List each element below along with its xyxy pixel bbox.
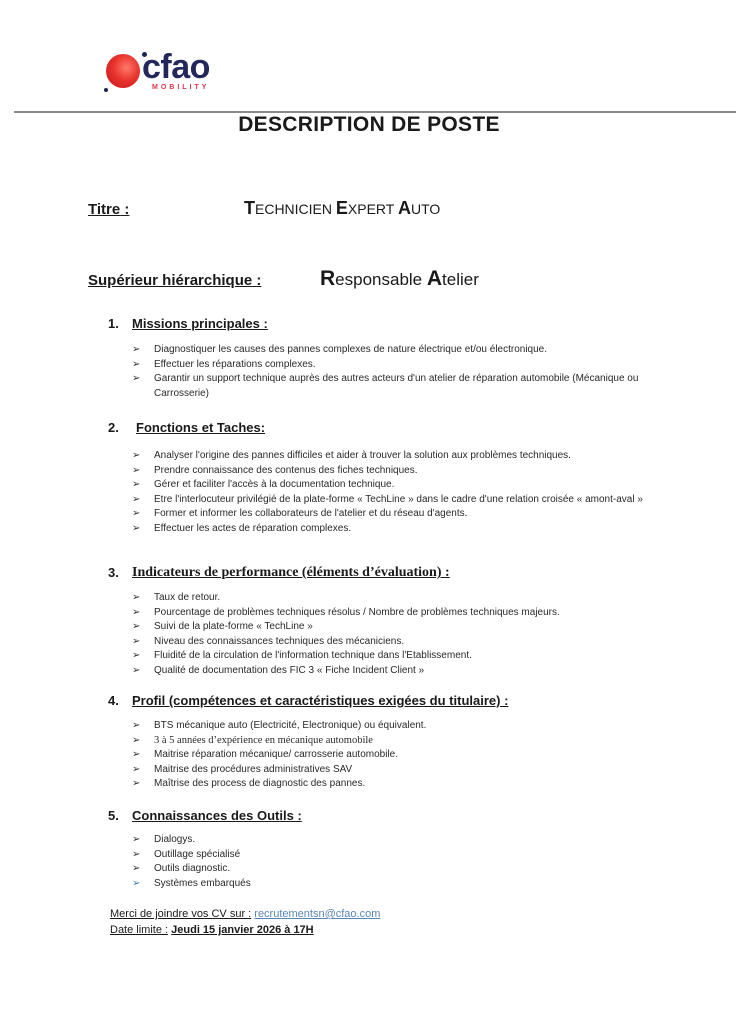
arrow-bullet-icon: ➢	[132, 479, 141, 490]
titre-colon: :	[124, 201, 130, 218]
list-item	[108, 877, 668, 892]
list-item-text: Effectuer les actes de réparation complexes.	[154, 522, 352, 534]
indicateurs-list	[108, 591, 668, 678]
titre-rest: XPERT	[347, 201, 398, 217]
list-item-text: Maîtrise des process de diagnostic des pannes.	[154, 778, 366, 789]
arrow-bullet-icon: ➢	[132, 720, 141, 731]
list-item-text: Fluidité de la circulation de l'information technique dans l'Etablissement.	[154, 650, 472, 661]
list-item	[108, 606, 668, 621]
list-item-text: 3 à 5 années d’expérience en mécanique automobile	[154, 734, 373, 746]
deadline-label: Date limite :	[110, 924, 169, 936]
list-item	[108, 507, 668, 522]
list-item-text: Maitrise des procédures administratives SAV	[154, 763, 353, 775]
list-item	[108, 848, 668, 863]
list-item	[108, 664, 668, 679]
superieur-rest: esponsable	[335, 270, 427, 289]
logo-brand: cfao	[142, 48, 210, 86]
logo-sphere-icon	[106, 54, 140, 88]
logo-tagline: MOBILITY	[152, 84, 210, 91]
cv-line	[110, 906, 380, 922]
section-outils	[108, 808, 668, 891]
list-item-text: Prendre connaissance des contenus des fiches techniques.	[154, 464, 418, 476]
list-item-text: Effectuer les réparations complexes.	[154, 358, 316, 370]
list-item-text: Systèmes embarqués	[154, 877, 251, 889]
section-missions	[108, 316, 668, 401]
arrow-bullet-icon: ➢	[132, 650, 141, 661]
logo-dot-icon	[104, 88, 108, 92]
deadline-value: Jeudi 15 janvier 2026 à 17H	[171, 924, 314, 936]
section-title: Indicateurs de performance (éléments d’évaluation) :	[132, 565, 450, 580]
arrow-bullet-icon: ➢	[132, 493, 141, 505]
document-title: DESCRIPTION DE POSTE	[238, 113, 500, 136]
arrow-bullet-icon: ➢	[132, 592, 141, 603]
list-item	[108, 358, 668, 373]
arrow-bullet-icon: ➢	[132, 373, 141, 384]
list-item-text: Etre l'interlocuteur privilégié de la plate-forme « TechLine » dans le cadre d'une relation croisée « amont-aval »	[154, 493, 643, 505]
arrow-bullet-icon: ➢	[132, 508, 141, 519]
titre-initial: T	[244, 198, 255, 218]
application-footer	[110, 906, 380, 938]
list-item-text: Maitrise réparation mécanique/ carrosserie automobile.	[154, 749, 399, 760]
profil-list	[108, 719, 668, 792]
superieur-colon: :	[256, 272, 262, 289]
list-item	[108, 493, 668, 508]
list-item-text: Outillage spécialisé	[154, 848, 241, 860]
arrow-bullet-icon: ➢	[132, 664, 141, 676]
titre-label-text: Titre	[88, 201, 121, 218]
section-title: Fonctions et Taches:	[136, 420, 266, 435]
arrow-bullet-icon: ➢	[132, 522, 141, 534]
list-item	[108, 649, 668, 664]
titre-value	[244, 198, 440, 219]
list-item-text: Suivi de la plate-forme « TechLine »	[154, 621, 313, 632]
titre-rest: ECHNICIEN	[255, 201, 336, 217]
list-item	[108, 591, 668, 606]
arrow-bullet-icon: ➢	[132, 621, 141, 632]
section-number: 3.	[108, 565, 119, 580]
superieur-label-text: Supérieur hiérarchique	[88, 272, 253, 289]
arrow-bullet-icon: ➢	[132, 749, 141, 760]
list-item-text: Qualité de documentation des FIC 3 « Fiche Incident Client »	[154, 664, 425, 676]
list-item	[108, 719, 668, 734]
outils-list	[108, 833, 668, 891]
list-item	[108, 734, 668, 749]
list-item	[108, 478, 668, 493]
section-profil	[108, 693, 668, 792]
list-item	[108, 833, 668, 848]
list-item	[108, 777, 668, 792]
list-item	[108, 748, 668, 763]
section-title: Missions principales :	[132, 316, 268, 331]
list-item-text: Gérer et faciliter l'accès à la documentation technique.	[154, 479, 395, 490]
list-item-text: Niveau des connaissances techniques des mécaniciens.	[154, 635, 405, 647]
arrow-bullet-icon: ➢	[132, 606, 141, 618]
titre-initial: E	[335, 198, 348, 218]
list-item-text: BTS mécanique auto (Electricité, Electronique) ou équivalent.	[154, 720, 427, 731]
list-item	[108, 635, 668, 650]
superieur-rest: telier	[442, 270, 479, 289]
section-title: Connaissances des Outils :	[132, 808, 302, 823]
list-item	[108, 763, 668, 778]
cfao-mobility-logo	[104, 50, 234, 98]
section-number: 1.	[108, 316, 119, 331]
list-item	[108, 522, 668, 537]
section-indicateurs	[108, 565, 668, 678]
arrow-bullet-icon: ➢	[132, 763, 141, 775]
arrow-bullet-icon: ➢	[132, 778, 141, 789]
list-item	[108, 449, 668, 464]
list-item-text: Garantir un support technique auprès des autres acteurs d'un atelier de réparation automobile (Mécanique ou Carrosserie)	[154, 373, 639, 399]
list-item-text: Analyser l'origine des pannes difficiles et aider à trouver la solution aux problèmes techniques.	[154, 450, 571, 461]
section-fonctions	[108, 420, 668, 536]
list-item-text: Taux de retour.	[154, 592, 221, 603]
arrow-bullet-icon: ➢	[132, 464, 141, 476]
section-number: 5.	[108, 808, 119, 823]
superieur-value	[320, 267, 479, 291]
list-item-text: Former et informer les collaborateurs de l'atelier et du réseau d'agents.	[154, 508, 468, 519]
titre-rest: UTO	[410, 201, 441, 217]
list-item-text: Pourcentage de problèmes techniques résolus / Nombre de problèmes techniques majeurs.	[154, 606, 560, 618]
superieur-initial: A	[426, 267, 443, 290]
list-item	[108, 372, 668, 401]
titre-label	[88, 201, 129, 218]
list-item-text: Outils diagnostic.	[154, 863, 231, 874]
arrow-bullet-icon: ➢	[132, 877, 141, 889]
arrow-bullet-icon: ➢	[132, 734, 141, 746]
cv-label: Merci de joindre vos CV sur :	[110, 908, 252, 920]
list-item-text: Dialogys.	[154, 834, 196, 845]
list-item	[108, 862, 668, 877]
list-item	[108, 343, 668, 358]
missions-list	[108, 343, 668, 401]
arrow-bullet-icon: ➢	[132, 344, 141, 355]
email-link[interactable]: recrutementsn@cfao.com	[254, 908, 381, 920]
list-item-text: Diagnostiquer les causes des pannes complexes de nature électrique et/ou électronique.	[154, 344, 548, 355]
section-title: Profil (compétences et caractéristiques exigées du titulaire) :	[132, 693, 509, 708]
titre-initial: A	[397, 198, 411, 218]
arrow-bullet-icon: ➢	[132, 834, 141, 845]
list-item	[108, 620, 668, 635]
section-number: 2.	[108, 420, 119, 435]
superieur-initial: R	[320, 267, 336, 290]
section-number: 4.	[108, 693, 119, 708]
arrow-bullet-icon: ➢	[132, 863, 141, 874]
superieur-label	[88, 272, 261, 289]
arrow-bullet-icon: ➢	[132, 848, 141, 860]
fonctions-list	[108, 449, 668, 536]
arrow-bullet-icon: ➢	[132, 450, 141, 461]
deadline-line	[110, 922, 380, 938]
arrow-bullet-icon: ➢	[132, 635, 141, 647]
list-item	[108, 464, 668, 479]
arrow-bullet-icon: ➢	[132, 358, 141, 370]
